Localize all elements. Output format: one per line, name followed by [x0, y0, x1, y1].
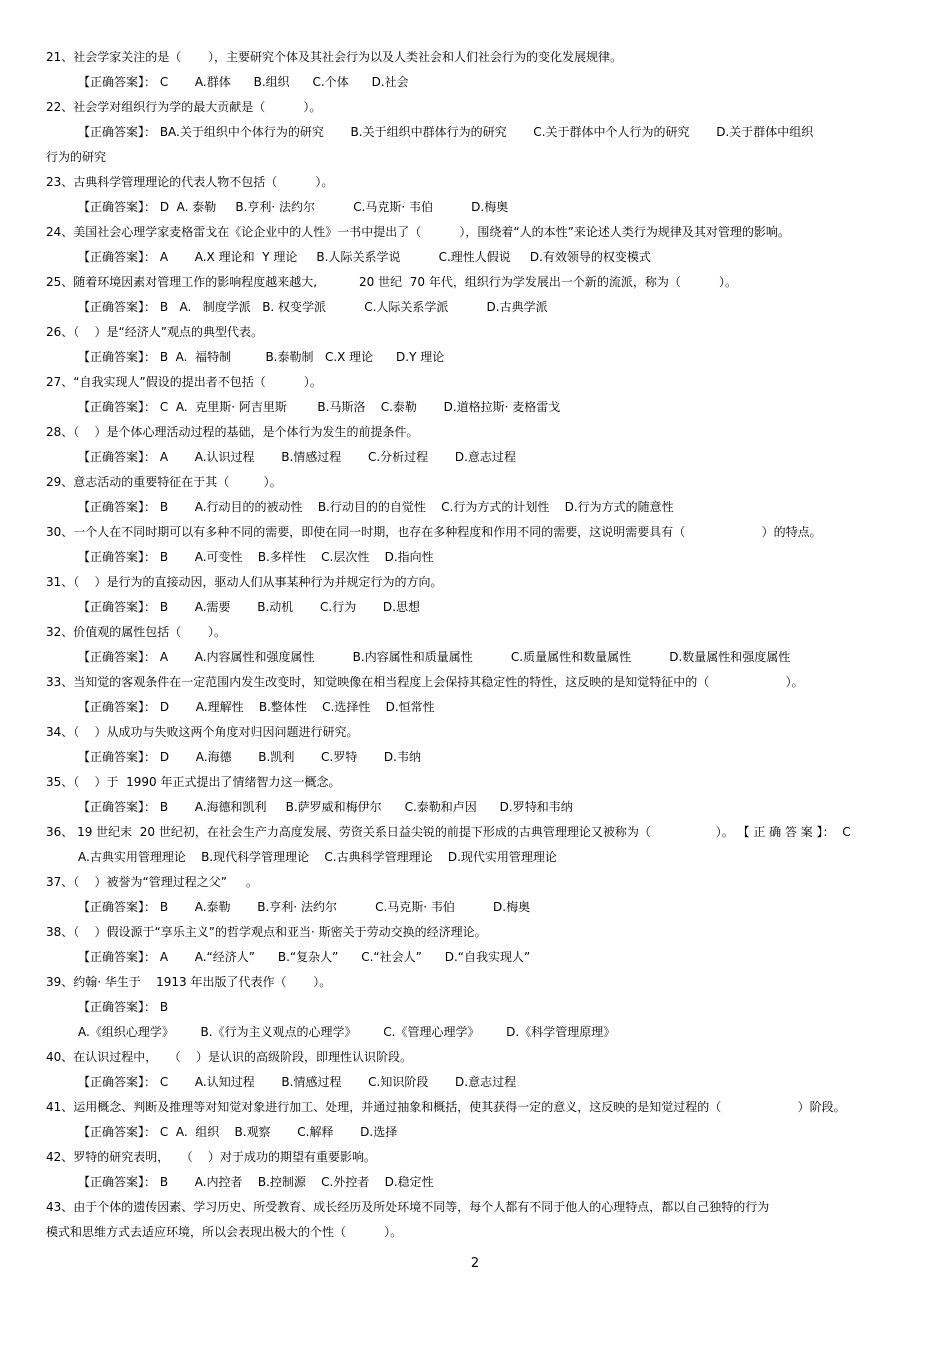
continuation-line: 模式和思维方式去适应环境，所以会表现出极大的个性（ ）。 — [46, 1225, 403, 1239]
answer-line: 【正确答案】： B A.泰勒 B.亨利· 法约尔 C.马克斯· 韦伯 D.梅奥 — [78, 900, 531, 914]
answer-line: 【正确答案】： A A.内容属性和强度属性 B.内容属性和质量属性 C.质量属性和数量属性 D.数量属性和强度属性 — [78, 650, 791, 664]
answer-line: 【正确答案】： B A.可变性 B.多样性 C.层次性 D.指向性 — [78, 550, 434, 564]
question-line: 31、（ ）是行为的直接动因，驱动人们从事某种行为并规定行为的方向。 — [46, 575, 443, 589]
continuation-line: 行为的研究 — [46, 150, 107, 164]
answer-line: 【正确答案】： B A. 制度学派 B. 权变学派 C.人际关系学派 D.古典学派 — [78, 300, 548, 314]
answer-line: 【正确答案】： C A. 克里斯· 阿吉里斯 B.马斯洛 C.泰勒 D.道格拉斯· 麦格雷戈 — [78, 400, 561, 414]
answer-line: 【正确答案】： B A.需要 B.动机 C.行为 D.思想 — [78, 600, 420, 614]
answer-line: 【正确答案】： D A. 泰勒 B.亨利· 法约尔 C.马克斯· 韦伯 D.梅奥 — [78, 200, 509, 214]
answer-line: 【正确答案】： A A.“经济人” B.“复杂人” C.“社会人” D.“自我实现人” — [78, 950, 531, 964]
answer-line: A.《组织心理学》 B.《行为主义观点的心理学》 C.《管理心理学》 D.《科学管理原理》 — [78, 1025, 616, 1039]
answer-line: 【正确答案】： A A.认识过程 B.情感过程 C.分析过程 D.意志过程 — [78, 450, 516, 464]
answer-line: 【正确答案】： B A. 福特制 B.泰勒制 C.X 理论 D.Y 理论 — [78, 350, 445, 364]
question-line: 35、（ ）于 1990 年正式提出了情绪智力这一概念。 — [46, 775, 341, 789]
question-line: 36、 19 世纪末 20 世纪初，在社会生产力高度发展、劳资关系日益尖锐的前提下形成的古典管理理论又被称为（ ）。 【 正 确 答 案 】： C — [46, 825, 851, 839]
answer-line: 【正确答案】： B A.内控者 B.控制源 C.外控者 D.稳定性 — [78, 1175, 434, 1189]
question-line: 27、“自我实现人”假设的提出者不包括（ ）。 — [46, 375, 322, 389]
question-line: 21、社会学家关注的是（ ），主要研究个体及其社会行为以及人类社会和人们社会行为的变化发展规律。 — [46, 50, 622, 64]
question-line: 22、社会学对组织行为学的最大贡献是（ ）。 — [46, 100, 322, 114]
answer-line: 【正确答案】： A A.X 理论和 Y 理论 B.人际关系学说 C.理性人假说 D.有效领导的权变模式 — [78, 250, 651, 264]
question-line: 33、当知觉的客观条件在一定范围内发生改变时，知觉映像在相当程度上会保持其稳定性的特性，这反映的是知觉特征中的（ ）。 — [46, 675, 804, 689]
answer-line: 【正确答案】： C A.群体 B.组织 C.个体 D.社会 — [78, 75, 409, 89]
question-line: 38、（ ）假设源于“享乐主义”的哲学观点和亚当· 斯密关于劳动交换的经济理论。 — [46, 925, 487, 939]
answer-line: 【正确答案】： D A.理解性 B.整体性 C.选择性 D.恒常性 — [78, 700, 435, 714]
answer-line: 【正确答案】： B A.海德和凯利 B.萨罗威和梅伊尔 C.泰勒和卢因 D.罗特和韦纳 — [78, 800, 573, 814]
answer-line: 【正确答案】： BA.关于组织中个体行为的研究 B.关于组织中群体行为的研究 C.关于群体中个人行为的研究 D.关于群体中组织 — [78, 125, 814, 139]
question-line: 30、一个人在不同时期可以有多种不同的需要，即使在同一时期，也存在多种程度和作用不同的需要，这说明需要具有（ ）的特点。 — [46, 525, 822, 539]
answer-line: 【正确答案】： D A.海德 B.凯利 C.罗特 D.韦纳 — [78, 750, 421, 764]
question-line: 39、约翰· 华生于 1913 年出版了代表作（ ）。 — [46, 975, 332, 989]
answer-line: 【正确答案】： B — [78, 1000, 169, 1014]
answer-line: 【正确答案】： C A.认知过程 B.情感过程 C.知识阶段 D.意志过程 — [78, 1075, 517, 1089]
page-number: 2 — [470, 1256, 480, 1271]
question-line: 37、（ ）被誉为“管理过程之父” 。 — [46, 875, 259, 889]
question-line: 29、意志活动的重要特征在于其（ ）。 — [46, 475, 282, 489]
answer-line: 【正确答案】： B A.行动目的的被动性 B.行动目的的自觉性 C.行为方式的计划性 D.行为方式的随意性 — [78, 500, 674, 514]
question-line: 28、（ ）是个体心理活动过程的基础，是个体行为发生的前提条件。 — [46, 425, 419, 439]
question-line: 32、价值观的属性包括（ ）。 — [46, 625, 226, 639]
question-line: 40、在认识过程中， （ ）是认识的高级阶段，即理性认识阶段。 — [46, 1050, 412, 1064]
answer-line: A.古典实用管理理论 B.现代科学管理理论 C.古典科学管理理论 D.现代实用管理理论 — [78, 850, 557, 864]
question-line: 24、美国社会心理学家麦格雷戈在《论企业中的人性》一书中提出了（ ），围绕着“人的本性”来论述人类行为规律及其对管理的影响。 — [46, 225, 790, 239]
question-line: 25、随着环境因素对管理工作的影响程度越来越大, 20 世纪 70 年代，组织行为学发展出一个新的流派，称为（ ）。 — [46, 275, 737, 289]
question-line: 23、古典科学管理理论的代表人物不包括（ ）。 — [46, 175, 334, 189]
answer-line: 【正确答案】： C A. 组织 B.观察 C.解释 D.选择 — [78, 1125, 398, 1139]
question-line: 42、罗特的研究表明， （ ）对于成功的期望有重要影响。 — [46, 1150, 376, 1164]
question-line: 34、（ ）从成功与失败这两个角度对归因问题进行研究。 — [46, 725, 359, 739]
question-line: 43、由于个体的遗传因素、学习历史、所受教育、成长经历及所处环境不同等，每个人都有不同于他人的心理特点，都以自己独特的行为 — [46, 1200, 770, 1214]
question-line: 26、（ ）是“经济人”观点的典型代表。 — [46, 325, 263, 339]
question-line: 41、运用概念、判断及推理等对知觉对象进行加工、处理，并通过抽象和概括，使其获得一定的意义，这反映的是知觉过程的（ ）阶段。 — [46, 1100, 846, 1114]
